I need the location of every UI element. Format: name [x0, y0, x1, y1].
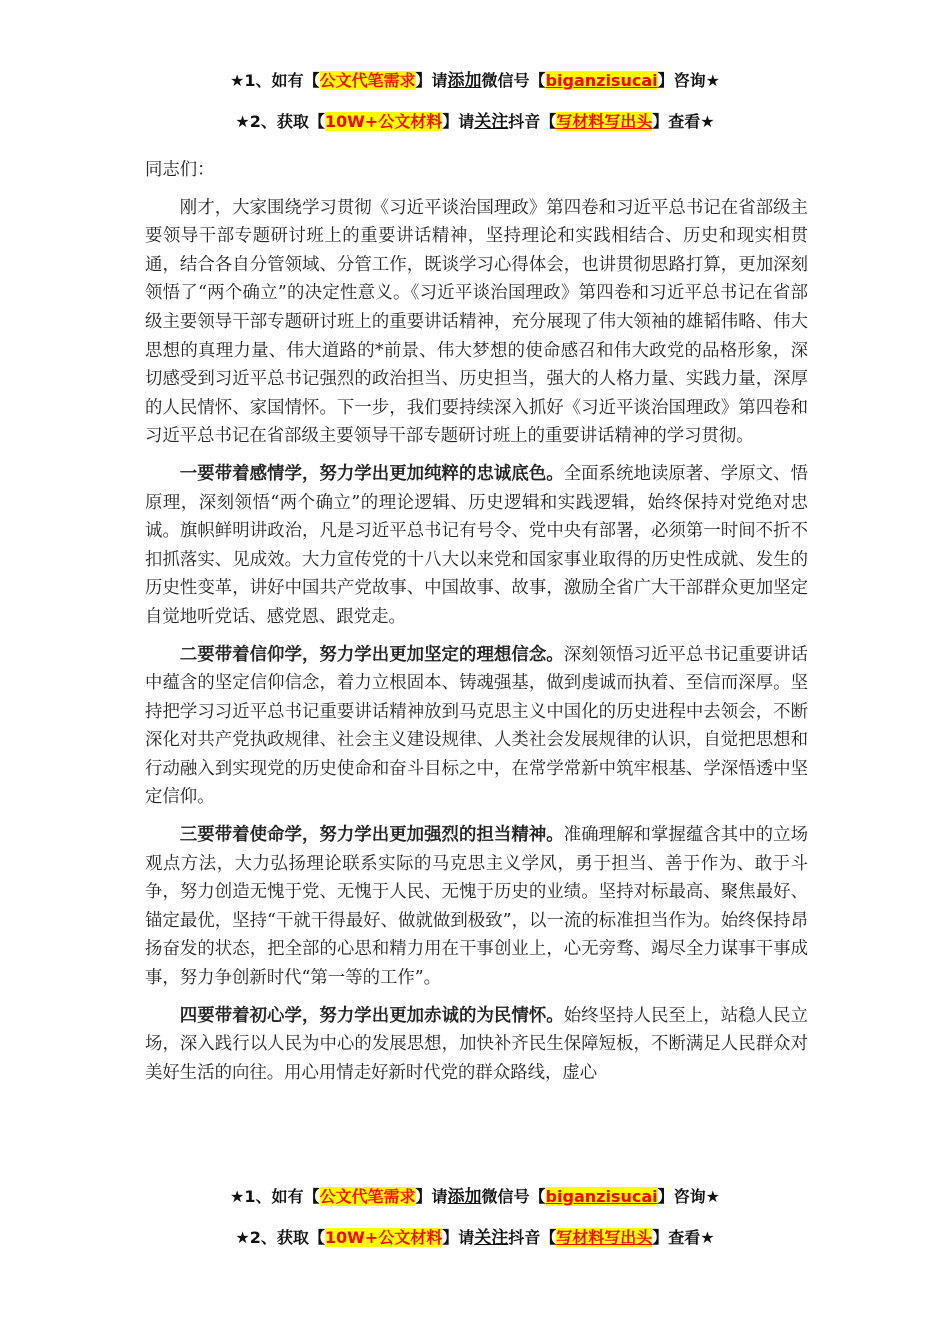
- banner-emphasis: 添加: [447, 71, 482, 91]
- wechat-id-link[interactable]: biganzisucai: [545, 71, 658, 90]
- section-paragraph-1: [145, 460, 808, 632]
- section-paragraph-2: [145, 641, 808, 813]
- banner-text: 抖音【: [508, 112, 557, 131]
- banner-emphasis: 关注: [474, 1228, 509, 1248]
- banner-text: 微信号【: [481, 1187, 546, 1206]
- footer-banner: [0, 1185, 950, 1250]
- banner-text: 】咨询★: [657, 71, 720, 90]
- section-paragraph-3: [145, 821, 808, 993]
- header-banner: [0, 69, 950, 134]
- highlight-service: 公文代笔需求: [319, 71, 416, 90]
- wechat-id-link[interactable]: biganzisucai: [545, 1187, 658, 1206]
- banner-text: 】请: [415, 1187, 448, 1206]
- banner-text: ★2、获取【: [235, 1228, 325, 1247]
- section-heading: 一要带着感情学，努力学出更加纯粹的忠诚底色。: [179, 463, 564, 484]
- banner-text: 微信号【: [481, 71, 546, 90]
- douyin-account-link[interactable]: 写材料写出头: [556, 1228, 653, 1247]
- highlight-materials: 10W+公文材料: [324, 1228, 443, 1247]
- section-body: 准确理解和掌握蕴含其中的立场观点方法，大力弘扬理论联系实际的马克思主义学风，勇于担当、善于作为、敢于斗争，努力创造无愧于党、无愧于人民、无愧于历史的业绩。坚持对标最高、聚焦最好、锚定最优，坚持“干就干得最好、做就做到极致”，以一流的标准担当作为。始终保持昂扬奋发的状态，把全部的心思和精力用在干事创业上，心无旁骛、竭尽全力谋事干事成事，努力争创新时代“第一等的工作”。: [145, 825, 808, 989]
- section-body: 全面系统地读原著、学原文、悟原理，深刻领悟“两个确立”的理论逻辑、历史逻辑和实践逻辑，始终保持对党绝对忠诚。旗帜鲜明讲政治，凡是习近平总书记有号令、党中央有部署，必须第一时间不折不扣抓落实、见成效。大力宣传党的十八大以来党和国家事业取得的历史性成就、发生的历史性变革，讲好中国共产党故事、中国故事、故事，激励全省广大干部群众更加坚定自觉地听党话、感党恩、跟党走。: [145, 463, 808, 627]
- banner-text: ★1、如有【: [230, 1187, 320, 1206]
- banner-text: 】查看★: [652, 1228, 715, 1247]
- banner-text: ★2、获取【: [235, 112, 325, 131]
- banner-line-1: [0, 69, 950, 93]
- banner-text: 】请: [415, 71, 448, 90]
- banner-emphasis: 关注: [474, 112, 509, 132]
- intro-paragraph: 刚才，大家围绕学习贯彻《习近平谈治国理政》第四卷和习近平总书记在省部级主要领导干部专题研讨班上的重要讲话精神，坚持理论和实践相结合、历史和现实相贯通，结合各自分管领域、分管工作，既谈学习心得体会，也讲贯彻思路打算，更加深刻领悟了“两个确立”的决定性意义。《习近平谈治国理政》第四卷和习近平总书记在省部级主要领导干部专题研讨班上的重要讲话精神，充分展现了伟大领袖的雄韬伟略、伟大思想的真理力量、伟大道路的*前景、伟大梦想的使命感召和伟大政党的品格形象，深切感受到习近平总书记强烈的政治担当、历史担当，强大的人格力量、实践力量，深厚的人民情怀、家国情怀。下一步，我们要持续深入抓好《习近平谈治国理政》第四卷和习近平总书记在省部级主要领导干部专题研讨班上的重要讲话精神的学习贯彻。: [145, 197, 808, 447]
- highlight-materials: 10W+公文材料: [324, 112, 443, 131]
- section-paragraph-4: [145, 1002, 808, 1088]
- greeting: 同志们：: [145, 160, 215, 180]
- banner-text: 】查看★: [652, 112, 715, 131]
- banner-line-2: [0, 110, 950, 134]
- banner-text: 】请: [442, 1228, 475, 1247]
- section-body: 深刻领悟习近平总书记重要讲话中蕴含的坚定信仰信念，着力立根固本、铸魂强基，做到虔诚而执着、至信而深厚。坚持把学习习近平总书记重要讲话精神放到马克思主义中国化的历史进程中去领会，不断深化对共产党执政规律、社会主义建设规律、人类社会发展规律的认识，自觉把思想和行动融入到实现党的历史使命和奋斗目标之中，在常学常新中筑牢根基、学深悟透中坚定信仰。: [145, 644, 808, 808]
- document-body: [145, 156, 808, 1096]
- banner-text: 】咨询★: [657, 1187, 720, 1206]
- section-heading: 四要带着初心学，努力学出更加赤诚的为民情怀。: [179, 1005, 564, 1026]
- highlight-service: 公文代笔需求: [319, 1187, 416, 1206]
- banner-line-2: [0, 1226, 950, 1250]
- section-body: 始终坚持人民至上，站稳人民立场，深入践行以人民为中心的发展思想，加快补齐民生保障短板，不断满足人民群众对美好生活的向往。用心用情走好新时代党的群众路线，虚心: [145, 1005, 808, 1083]
- banner-line-1: [0, 1185, 950, 1209]
- section-heading: 二要带着信仰学，努力学出更加坚定的理想信念。: [179, 644, 564, 665]
- section-heading: 三要带着使命学，努力学出更加强烈的担当精神。: [179, 825, 564, 846]
- douyin-account-link[interactable]: 写材料写出头: [556, 112, 653, 131]
- banner-emphasis: 添加: [447, 1187, 482, 1207]
- banner-text: 】请: [442, 112, 475, 131]
- banner-text: 抖音【: [508, 1228, 557, 1247]
- banner-text: ★1、如有【: [230, 71, 320, 90]
